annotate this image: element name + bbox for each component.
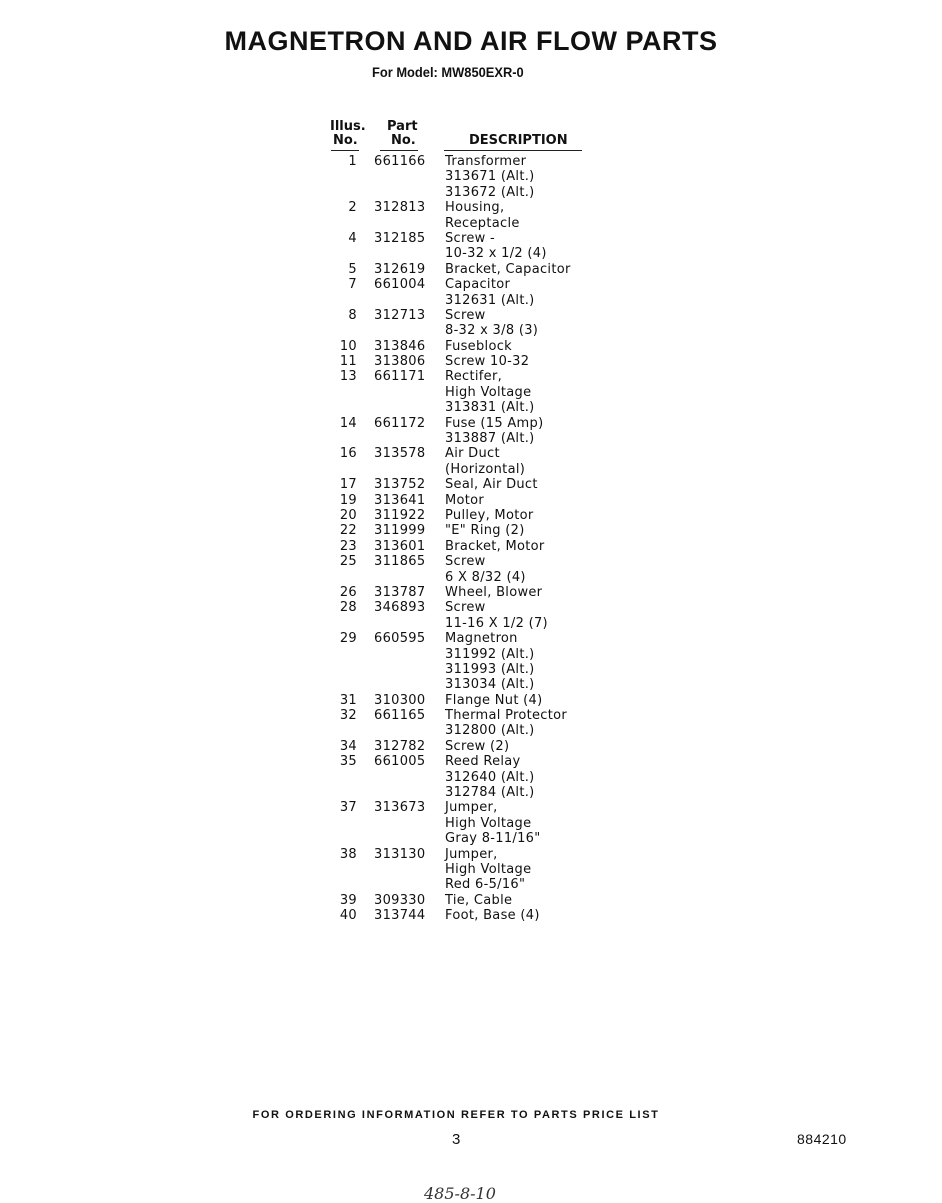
illus-number: 38: [339, 846, 357, 862]
illus-number: 11: [339, 354, 357, 370]
parts-row: [320, 877, 620, 892]
illus-number: 1: [348, 154, 357, 169]
part-description: Transformer: [445, 154, 527, 169]
illus-number: 8: [348, 307, 357, 323]
part-number: 309330: [374, 892, 426, 908]
illus-number: 23: [339, 538, 357, 554]
part-description: Fuseblock: [445, 338, 512, 354]
illus-number: 13: [339, 369, 357, 385]
illus-number: 40: [339, 908, 357, 924]
part-description: Jumper,: [445, 846, 498, 862]
illus-number: 26: [339, 584, 357, 600]
part-number: 312813: [374, 200, 426, 216]
illus-number: 14: [339, 415, 357, 431]
part-description: 11-16 X 1/2 (7): [445, 615, 548, 631]
illus-number: 22: [339, 523, 357, 539]
part-number: 313130: [374, 846, 426, 862]
part-description: Thermal Protector: [445, 708, 568, 724]
part-description: 311993 (Alt.): [445, 661, 535, 677]
part-description: 8-32 x 3/8 (3): [445, 323, 539, 339]
parts-row: [320, 354, 620, 369]
illus-header-underline: [331, 150, 359, 151]
part-description: Motor: [445, 492, 485, 508]
parts-row: [320, 262, 620, 277]
parts-row: [320, 770, 620, 785]
part-description: Foot, Base (4): [445, 908, 540, 924]
part-number: 661171: [374, 369, 426, 385]
parts-row: [320, 539, 620, 554]
parts-row: [320, 585, 620, 600]
part-number: 313673: [374, 800, 426, 816]
part-number: 312185: [374, 230, 426, 246]
parts-row: [320, 723, 620, 738]
parts-row: [320, 754, 620, 769]
part-description: Screw (2): [445, 738, 510, 754]
parts-row: [320, 446, 620, 461]
part-number: 661166: [374, 154, 426, 169]
part-description: Screw: [445, 554, 486, 570]
page-number: 3: [452, 1131, 461, 1148]
parts-row: [320, 339, 620, 354]
part-number: 313752: [374, 477, 426, 493]
illus-number: 31: [339, 692, 357, 708]
parts-row: [320, 169, 620, 184]
part-number: 313641: [374, 492, 426, 508]
part-number: 661165: [374, 708, 426, 724]
illus-header-line2: No.: [333, 133, 358, 148]
part-description: Receptacle: [445, 215, 520, 231]
parts-row: [320, 631, 620, 646]
part-description: Bracket, Motor: [445, 538, 545, 554]
parts-row: [320, 185, 620, 200]
page-title: MAGNETRON AND AIR FLOW PARTS: [224, 26, 718, 56]
part-description: Magnetron: [445, 631, 518, 647]
part-number: 311999: [374, 523, 426, 539]
part-description: Reed Relay: [445, 754, 521, 770]
illus-number: 10: [339, 338, 357, 354]
part-number: 661004: [374, 277, 426, 293]
description-header-underline: [444, 150, 582, 151]
part-description: 313671 (Alt.): [445, 169, 535, 185]
parts-row: [320, 693, 620, 708]
part-description: Rectifer,: [445, 369, 503, 385]
part-number: 310300: [374, 692, 426, 708]
part-description: Air Duct: [445, 446, 500, 462]
part-description: Red 6-5/16": [445, 877, 526, 893]
part-number: 346893: [374, 600, 426, 616]
illus-number: 17: [339, 477, 357, 493]
parts-row: [320, 862, 620, 877]
part-description: 311992 (Alt.): [445, 646, 535, 662]
part-number: 313846: [374, 338, 426, 354]
part-description: "E" Ring (2): [445, 523, 525, 539]
part-number: 660595: [374, 631, 426, 647]
parts-row: [320, 216, 620, 231]
part-number: 313601: [374, 538, 426, 554]
part-description: 6 X 8/32 (4): [445, 569, 526, 585]
part-number: 311922: [374, 507, 426, 523]
part-number: 312619: [374, 261, 426, 277]
description-header: DESCRIPTION: [469, 133, 568, 148]
parts-row: [320, 662, 620, 677]
part-number: 312782: [374, 738, 426, 754]
illus-number: 34: [339, 738, 357, 754]
parts-row: [320, 200, 620, 215]
part-description: Tie, Cable: [445, 892, 513, 908]
parts-row: [320, 293, 620, 308]
part-description: 313831 (Alt.): [445, 400, 535, 416]
parts-row: [320, 908, 620, 923]
parts-row: [320, 677, 620, 692]
illus-number: 39: [339, 892, 357, 908]
part-number: 661172: [374, 415, 426, 431]
illus-number: 16: [339, 446, 357, 462]
part-description: Gray 8-11/16": [445, 831, 541, 847]
part-description: 312631 (Alt.): [445, 292, 535, 308]
model-subtitle: For Model: MW850EXR-0: [372, 64, 524, 80]
parts-row: [320, 323, 620, 338]
illus-number: 20: [339, 507, 357, 523]
part-number: 313787: [374, 584, 426, 600]
parts-row: [320, 893, 620, 908]
part-header-line1: Part: [387, 119, 418, 134]
illus-number: 37: [339, 800, 357, 816]
parts-row: [320, 477, 620, 492]
parts-row: [320, 231, 620, 246]
part-description: (Horizontal): [445, 461, 526, 477]
part-number: 313806: [374, 354, 426, 370]
part-description: Screw: [445, 307, 486, 323]
illus-number: 32: [339, 708, 357, 724]
part-description: Pulley, Motor: [445, 507, 534, 523]
part-description: Fuse (15 Amp): [445, 415, 544, 431]
part-description: 312800 (Alt.): [445, 723, 535, 739]
part-description: 10-32 x 1/2 (4): [445, 246, 547, 262]
part-description: 312784 (Alt.): [445, 785, 535, 801]
parts-row: [320, 154, 620, 169]
handwritten-note: 485-8-10: [424, 1184, 496, 1203]
illus-number: 5: [348, 261, 357, 277]
part-description: Flange Nut (4): [445, 692, 543, 708]
part-description: Screw -: [445, 230, 496, 246]
part-description: Jumper,: [445, 800, 498, 816]
parts-row: [320, 647, 620, 662]
parts-row: [320, 508, 620, 523]
illus-number: 25: [339, 554, 357, 570]
illus-number: 35: [339, 754, 357, 770]
part-number: 311865: [374, 554, 426, 570]
parts-row: [320, 308, 620, 323]
part-number: 312713: [374, 307, 426, 323]
illus-number: 2: [348, 200, 357, 216]
parts-list: [320, 154, 620, 924]
parts-row: [320, 400, 620, 415]
parts-row: [320, 570, 620, 585]
part-description: Screw 10-32: [445, 354, 530, 370]
part-description: Screw: [445, 600, 486, 616]
parts-row: [320, 616, 620, 631]
parts-row: [320, 816, 620, 831]
part-description: Bracket, Capacitor: [445, 261, 571, 277]
parts-row: [320, 523, 620, 538]
parts-row: [320, 246, 620, 261]
parts-row: [320, 739, 620, 754]
ordering-note: FOR ORDERING INFORMATION REFER TO PARTS PRICE LIST: [252, 1109, 660, 1121]
parts-row: [320, 416, 620, 431]
part-description: 313672 (Alt.): [445, 184, 535, 200]
parts-row: [320, 493, 620, 508]
parts-row: [320, 277, 620, 292]
part-description: High Voltage: [445, 861, 532, 877]
illus-header-line1: Illus.: [330, 119, 366, 134]
part-number: 661005: [374, 754, 426, 770]
part-header-line2: No.: [391, 133, 416, 148]
parts-row: [320, 831, 620, 846]
part-description: 313034 (Alt.): [445, 677, 535, 693]
part-header-underline: [380, 150, 418, 151]
illus-number: 7: [348, 277, 357, 293]
part-number: 313578: [374, 446, 426, 462]
illus-number: 28: [339, 600, 357, 616]
part-description: Housing,: [445, 200, 505, 216]
parts-row: [320, 847, 620, 862]
parts-row: [320, 369, 620, 384]
part-description: 313887 (Alt.): [445, 431, 535, 447]
illus-number: 19: [339, 492, 357, 508]
parts-row: [320, 785, 620, 800]
part-number: 313744: [374, 908, 426, 924]
parts-row: [320, 800, 620, 815]
part-description: Capacitor: [445, 277, 511, 293]
illus-number: 29: [339, 631, 357, 647]
parts-row: [320, 708, 620, 723]
parts-row: [320, 385, 620, 400]
document-code: 884210: [797, 1131, 847, 1147]
part-description: Seal, Air Duct: [445, 477, 538, 493]
part-description: High Voltage: [445, 384, 532, 400]
part-description: High Voltage: [445, 815, 532, 831]
parts-row: [320, 600, 620, 615]
parts-row: [320, 431, 620, 446]
part-description: 312640 (Alt.): [445, 769, 535, 785]
part-description: Wheel, Blower: [445, 584, 543, 600]
parts-row: [320, 554, 620, 569]
illus-number: 4: [348, 230, 357, 246]
parts-row: [320, 462, 620, 477]
